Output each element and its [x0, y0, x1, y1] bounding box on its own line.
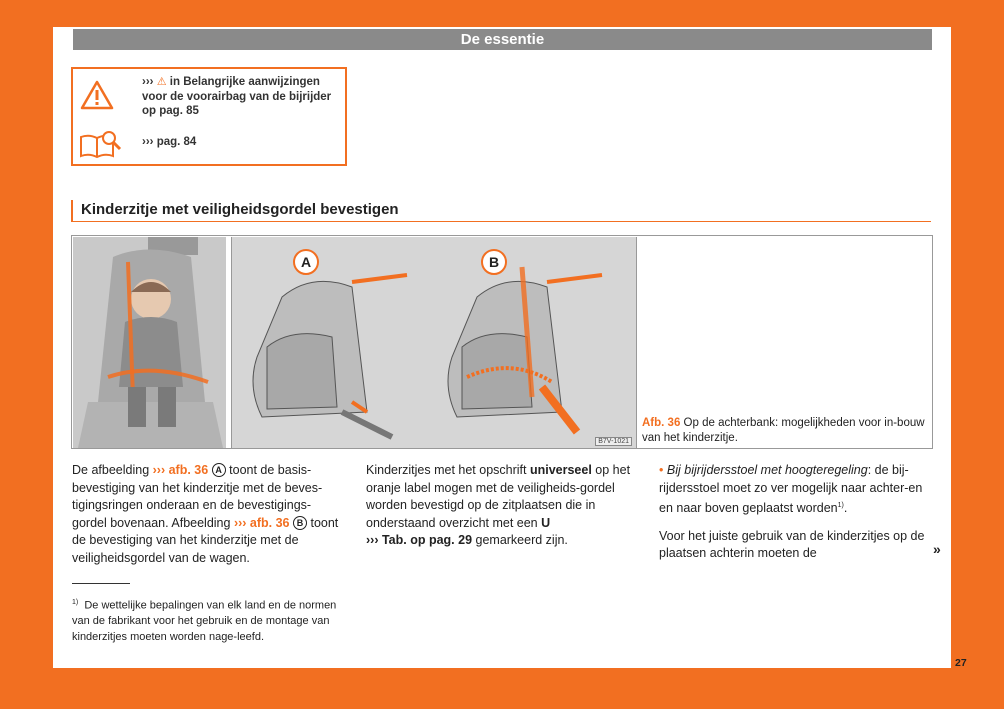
table-ref-link[interactable]: ››› Tab. op pag. 29 [366, 533, 473, 547]
figure-code: B7V-1021 [595, 437, 632, 446]
caption-label: Afb. 36 [642, 417, 681, 429]
notice-box [71, 67, 347, 166]
label-b: B [481, 249, 507, 275]
footnote: $^{1)}$ De wettelijke bepalingen van elk land en de normen van de fabrikant voor het gebruik en de montage van kinderzitjes moeten worden nage-leefd. [72, 599, 337, 643]
footnote-divider [72, 583, 130, 584]
figure-caption: Afb. 36 Op de achterbank: mogelijkheden voor in-bouw van het kinderzitje. [642, 417, 925, 444]
paragraph: Voor het juiste gebruik van de kinderzitjes op de plaatsen achterin moeten de [659, 528, 925, 561]
child-seat-illustration [231, 237, 637, 448]
figure-ref-link[interactable]: ››› afb. 36 [152, 463, 209, 477]
continue-mark: » [933, 541, 941, 557]
notice-warning-text: ››› ⚠ in Belangrijke aanwijzingen voor de voorairbag van de bijrijder op pag. 85 [142, 76, 332, 117]
text-column-2: Kinderzitjes met het opschrift universeel op het oranje label mogen met de veiligheids-gordel worden bevestigd op de zitplaatsen die in onderstaand overzicht met een U ››› Tab. op pag. 29 gemarkeerd zijn. [366, 463, 631, 547]
page-number: 27 [955, 657, 967, 669]
bullet-paragraph: • Bij bijrijdersstoel met hoogteregeling: de bij-rijdersstoel moet zo ver mogelijk naar achter-en en naar boven geplaatst worden$^{1)}$. [659, 463, 923, 516]
section-title: Kinderzitje met veiligheidsgordel bevestigen [71, 200, 931, 222]
text-column-3 [659, 462, 931, 563]
child-seat-photo [73, 237, 226, 448]
label-a: A [293, 249, 319, 275]
figure-36 [71, 235, 933, 449]
warning-triangle-icon [80, 80, 114, 110]
page-header: De essentie [73, 29, 932, 50]
notice-page-ref[interactable]: ››› pag. 84 [142, 136, 197, 148]
book-search-icon [79, 129, 123, 159]
figure-ref-link[interactable]: ››› afb. 36 [233, 515, 290, 530]
manual-page [53, 27, 951, 668]
text-column-1: De afbeelding ››› afb. 36 A toont de basis-bevestiging van het kinderzitje met de beves-tigingsringen onderaan en de bevestigings-gordel bovenaan. Afbeelding ››› afb. 36 B toont de bevestiging van het kinderzitje met de veiligheidsgordel van de wagen. [72, 463, 339, 565]
